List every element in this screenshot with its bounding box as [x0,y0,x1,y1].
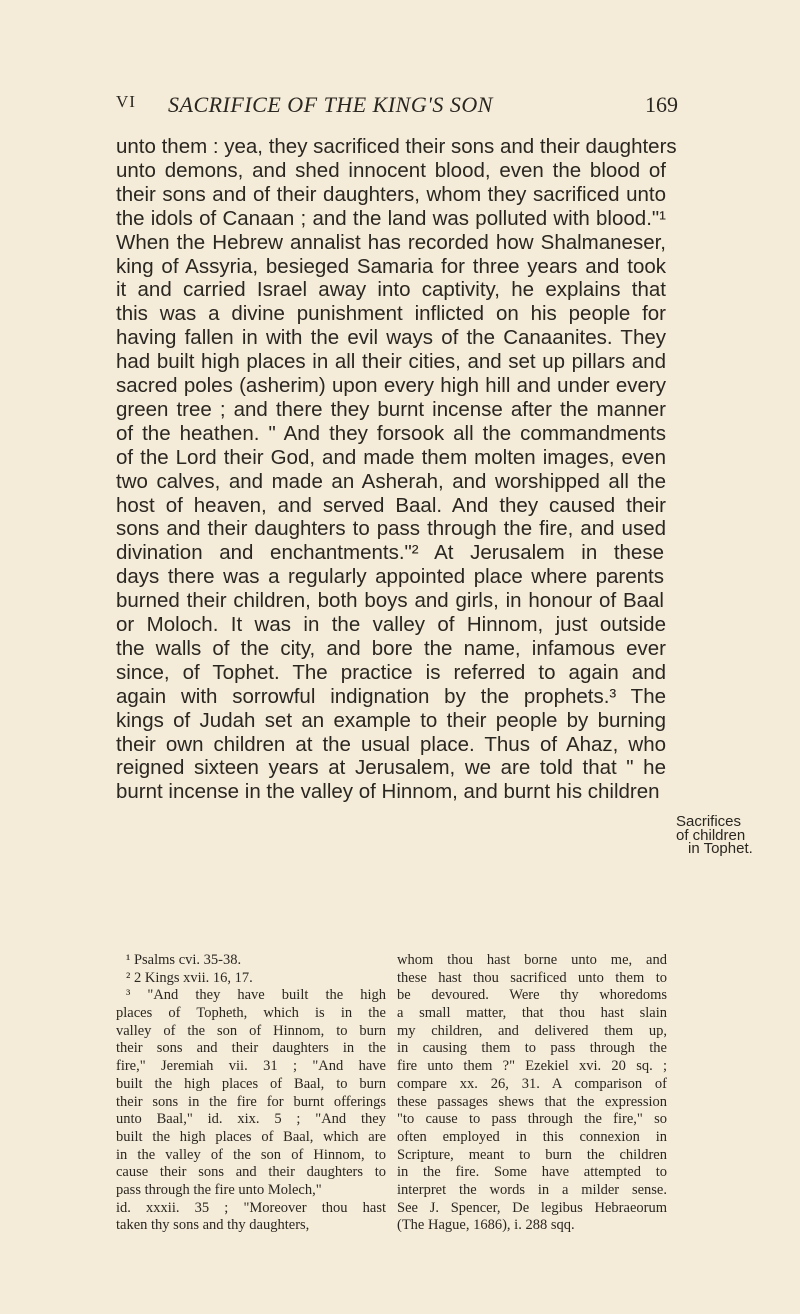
body-line: the walls of the city, and bore the name, infamous ever [116,636,666,660]
footnote-line: pass through the fire unto Molech," [116,1181,322,1198]
footnote-line: places of Topheth, which is in the [116,1005,386,1022]
footnote-line: unto Baal," id. xix. 5 ; "And they [116,1111,386,1128]
margin-note-line: Sacrifices [676,813,742,830]
body-line: kings of Judah set an example to their people by burning [116,708,666,732]
page-number: 169 [645,92,678,117]
footnote-line: Scripture, meant to burn the children [397,1146,667,1163]
margin-note-line: in Tophet. [688,840,753,857]
footnote-line: fire unto them ?" Ezekiel xvi. 20 sq. ; [397,1058,667,1075]
footnote-line: built the high places of Baal, to burn [116,1075,386,1092]
body-line: unto them : yea, they sacrificed their sons and their daughters [116,135,677,158]
footnotes-right-column [397,952,667,1235]
body-line: two calves, and made an Asherah, and worshipped all the [116,469,666,493]
footnote-line: whom thou hast borne unto me, and [397,952,667,968]
body-line: When the Hebrew annalist has recorded how Shalmaneser, [116,230,666,254]
footnote-line: often employed in this connexion in [397,1128,667,1145]
body-line: burned their children, both boys and girls, in honour of Baal [116,589,664,613]
footnote-line: fire," Jeremiah vii. 31 ; "And have [116,1058,386,1075]
body-line: sons and their daughters to pass through the fire, and used [116,517,666,541]
body-line: of the heathen. " And they forsook all the commandments [116,421,666,445]
body-line: days there was a regularly appointed place where parents [116,565,664,589]
footnote-line: be devoured. Were thy whoredoms [397,987,667,1004]
footnote-line: in the valley of the son of Hinnom, to [116,1146,386,1163]
footnote-line: valley of the son of Hinnom, to burn [116,1022,386,1039]
body-line: host of heaven, and served Baal. And they caused their [116,493,666,517]
body-line: burnt incense in the valley of Hinnom, and burnt his children [116,780,660,804]
body-line: of the Lord their God, and made them molten images, even [116,445,666,469]
footnotes-left-column [116,952,386,1235]
footnote-line: my children, and delivered them up, [397,1022,667,1039]
footnote-line: id. xxxii. 35 ; "Moreover thou hast [116,1199,386,1216]
footnote-line: interpret the words in a milder sense. [397,1181,667,1198]
body-line: or Moloch. It was in the valley of Hinnom, just outside [116,613,666,636]
body-line: green tree ; and there they burnt incense after the manner [116,397,666,421]
body-line: the idols of Canaan ; and the land was polluted with blood."¹ [116,206,666,230]
body-line: it and carried Israel away into captivity, he explains that [116,278,666,302]
footnote-line: a small matter, that thou hast slain [397,1005,667,1022]
body-line: this was a divine punishment inflicted on his people for [116,302,666,326]
footnote-line: See J. Spencer, De legibus Hebraeorum [397,1199,667,1216]
footnote-line: (The Hague, 1686), i. 288 sqq. [397,1217,575,1234]
footnote-line: ³ "And they have built the high [126,987,386,1004]
footnote-line: their sons in the fire for burnt offerings [116,1093,386,1110]
footnote-line: ¹ Psalms cvi. 35-38. [126,952,242,968]
body-line: their sons and of their daughters, whom they sacrificed unto [116,182,666,206]
body-line: since, of Tophet. The practice is referred to again and [116,660,666,684]
body-line: their own children at the usual place. Thus of Ahaz, who [116,732,666,756]
section-number: VI [116,92,136,111]
footnote-line: compare xx. 26, 31. A comparison of [397,1075,667,1092]
body-line: reigned sixteen years at Jerusalem, we are told that " he [116,756,666,780]
body-line: again with sorrowful indignation by the prophets.³ The [116,684,666,708]
footnote-line: in the fire. Some have attempted to [397,1164,667,1181]
footnote-line: built the high places of Baal, which are [116,1128,386,1145]
footnote-line: cause their sons and their daughters to [116,1164,386,1181]
body-line: having fallen in with the evil ways of the Canaanites. They [116,326,666,350]
footnote-line: their sons and their daughters in the [116,1040,386,1057]
margin-note [676,815,796,855]
footnote-line: these passages shews that the expression [397,1093,667,1110]
footnote-line: ² 2 Kings xvii. 16, 17. [126,969,253,986]
body-line: king of Assyria, besieged Samaria for three years and took [116,254,666,278]
body-line: divination and enchantments."² At Jerusalem in these [116,541,664,565]
footnote-line: "to cause to pass through the fire," so [397,1111,667,1128]
footnote-line: taken thy sons and thy daughters, [116,1217,310,1234]
footnote-line: these hast thou sacrificed unto them to [397,969,667,986]
footnote-line: in causing them to pass through the [397,1040,667,1057]
body-line: sacred poles (asherim) upon every high hill and under every [116,374,666,397]
running-title: SACRIFICE OF THE KING'S SON [168,92,493,117]
running-header [0,92,800,122]
body-line: had built high places in all their cities, and set up pillars and [116,350,666,374]
body-line: unto demons, and shed innocent blood, even the blood of [116,158,666,182]
margin-note-line: of children [676,827,746,844]
